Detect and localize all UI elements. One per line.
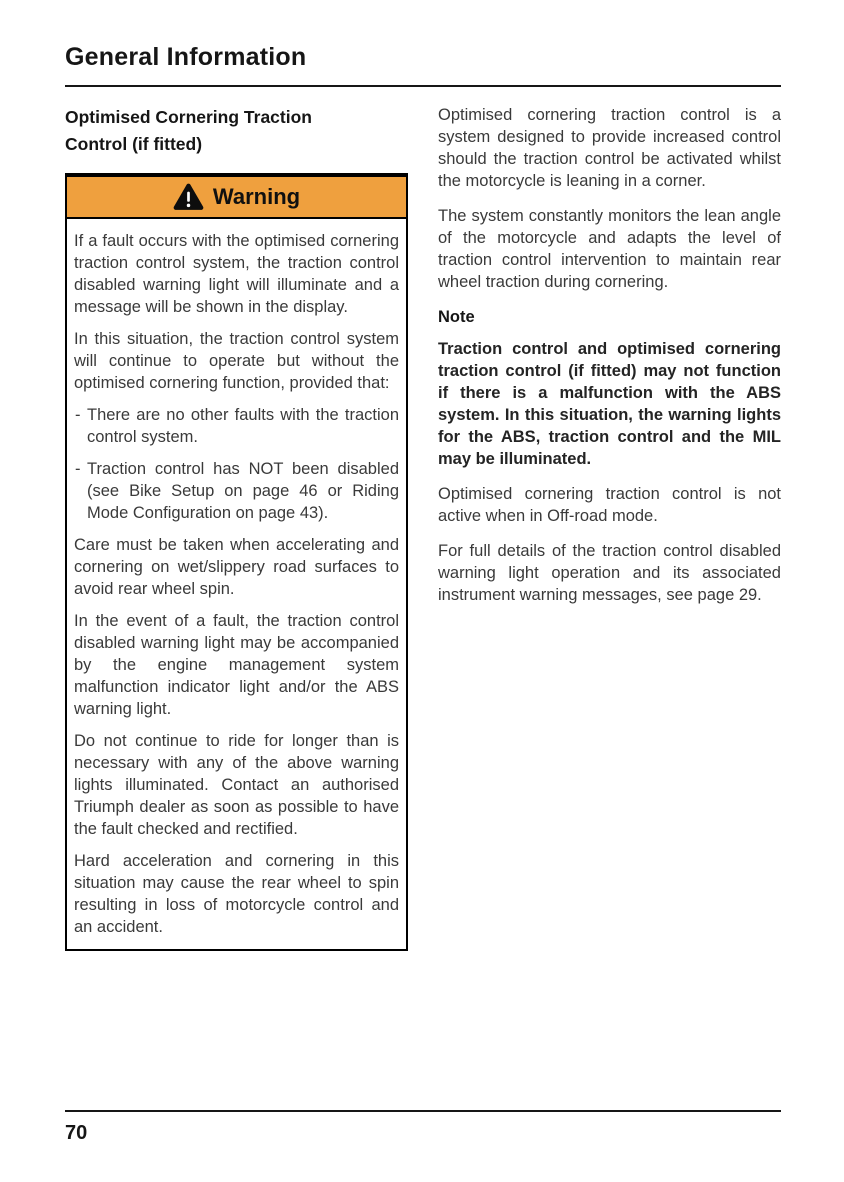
- page-number: 70: [65, 1122, 88, 1144]
- left-column: [65, 104, 408, 951]
- page-title: General Information: [65, 43, 307, 71]
- warning-title: Warning: [212, 184, 301, 210]
- paragraph: Optimised cornering traction control is a system designed to provide increased control should the traction control be activated whilst the motorcycle is leaning in a corner.: [438, 106, 781, 190]
- paragraph: The system constantly monitors the lean angle of the motorcycle and adapts the level of traction control intervention to maintain rear wheel traction during cornering.: [438, 207, 781, 291]
- warning-paragraph: Hard acceleration and cornering in this situation may cause the rear wheel to spin resulting in loss of motorcycle control and an accident.: [74, 852, 399, 937]
- warning-paragraph: Care must be taken when accelerating and cornering on wet/slippery road surfaces to avoid rear wheel spin.: [74, 536, 399, 599]
- note-paragraph: Traction control and optimised cornering traction control (if fitted) may not function if there is a malfunction with the ABS system. In this situation, the warning lights for the ABS, traction control and the MIL may be illuminated.: [438, 340, 781, 468]
- paragraph: Optimised cornering traction control is not active when in Off-road mode.: [438, 485, 781, 525]
- right-column: [438, 104, 781, 619]
- warning-paragraph: In this situation, the traction control system will continue to operate but without the optimised cornering function, provided that:: [74, 330, 399, 393]
- warning-box-header: [67, 177, 406, 219]
- note-heading: Note: [438, 308, 475, 326]
- header-divider: [65, 85, 781, 87]
- two-column-layout: [65, 104, 781, 951]
- warning-paragraph: If a fault occurs with the optimised cornering traction control system, the traction control disabled warning light will illuminate and a message will be shown in the display.: [74, 232, 399, 317]
- warning-list-item: - Traction control has NOT been disabled (see Bike Setup on page 46 or Riding Mode Configuration on page 43).: [74, 458, 399, 524]
- warning-box: [65, 173, 408, 951]
- warning-list-item: - There are no other faults with the traction control system.: [74, 404, 399, 448]
- warning-paragraph: Do not continue to ride for longer than is necessary with any of the above warning lights illuminated. Contact an authorised Triumph dealer as soon as possible to have the fault checked and rectified.: [74, 732, 399, 839]
- footer-divider: [65, 1110, 781, 1112]
- warning-paragraph: In the event of a fault, the traction control disabled warning light may be accompanied by the engine management system malfunction indicator light and/or the ABS warning light.: [74, 612, 399, 719]
- paragraph: For full details of the traction control disabled warning light operation and its associated instrument warning messages, see page 29.: [438, 542, 781, 604]
- warning-triangle-icon: [173, 183, 204, 211]
- warning-box-body: [67, 219, 406, 949]
- section-heading: Optimised Cornering Traction Control (if fitted): [65, 107, 312, 155]
